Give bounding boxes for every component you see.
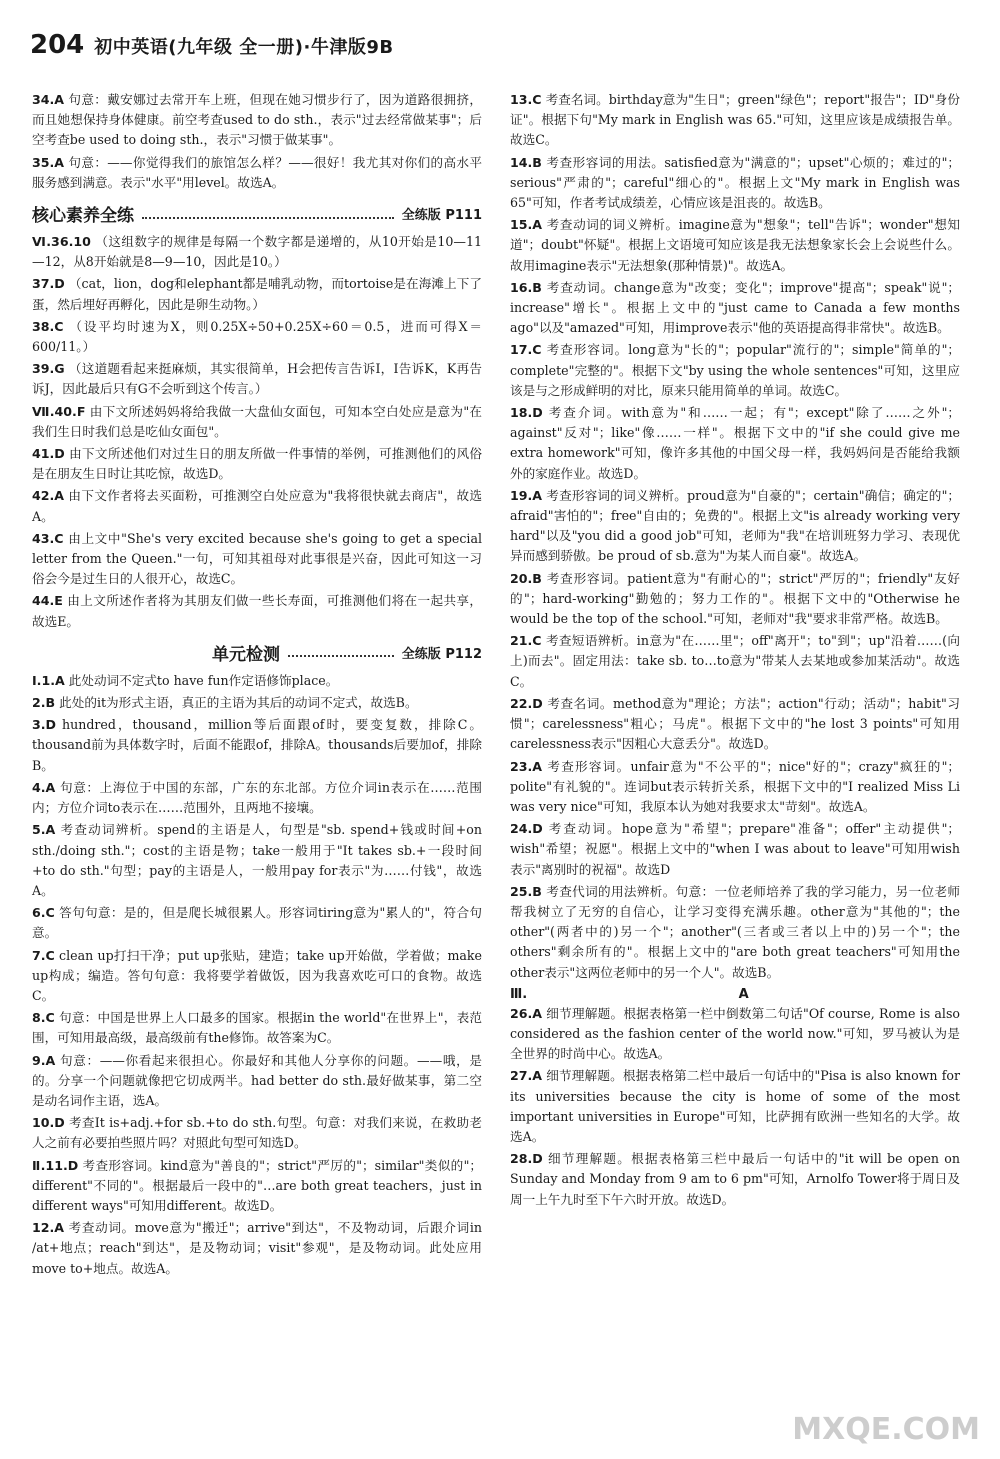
answer-entry — [510, 215, 960, 276]
answer-entry — [510, 694, 960, 755]
section-page-ref: 全练版 P111 — [401, 208, 482, 224]
answer-number: 19.A — [510, 487, 543, 503]
answer-entry — [510, 882, 960, 983]
answer-text: （设平均时速为X，则0.25X÷50+0.25X÷60＝0.5，进而可得X＝600/11。） — [32, 318, 482, 355]
answer-entry — [32, 90, 482, 151]
answer-entry — [510, 340, 960, 401]
answer-number: Ⅶ.40.F — [32, 403, 86, 419]
answer-entry — [32, 1218, 482, 1279]
answer-number: 25.B — [510, 883, 542, 899]
answer-number: 17.C — [510, 342, 542, 358]
answer-text: 由下文作者将去买面粉，可推测空白处应意为"我将很快就去商店"，故选A。 — [32, 488, 482, 524]
answer-entry — [510, 153, 960, 214]
answer-text: 答句句意：是的，但是爬长城很累人。形容词tiring意为"累人的"，符合句意。 — [32, 905, 482, 941]
answer-entry — [32, 946, 482, 1007]
part-letter: A — [738, 986, 749, 1002]
answer-number: 7.C — [32, 947, 55, 963]
answer-text: 考查名词。method意为"理论；方法"；action"行动；活动"；habit"习惯"；carelessness"粗心；马虎"。根据下文中的"he lost 3 points"可知用carelessness表示"因粗心大意丢分"。故选D。 — [510, 695, 960, 752]
answer-text: 考查代词的用法辨析。句意：一位老师培养了我的学习能力，另一位老师帮我树立了无穷的自信心，让学习变得充满乐趣。other意为"其他的"；the other"(两者中的)另一个"；another"(三者或三者以上中的)另一个"；the others"剩余所有的"。根据上文中的"are both great teachers"可知用the other表示"这两位老师中的另一个人"。故选B。 — [510, 883, 960, 980]
answer-entry — [510, 1066, 960, 1147]
answer-entry — [32, 1051, 482, 1112]
answer-entry — [32, 153, 482, 193]
answer-entry — [32, 1156, 482, 1217]
answer-entry — [510, 90, 960, 151]
answer-text: 由上文所述作者将为其朋友们做一些长寿面，可推测他们将在一起共享，故选E。 — [32, 593, 482, 629]
answer-number: 14.B — [510, 154, 542, 170]
answer-number: 8.C — [32, 1010, 55, 1026]
answer-text: （这组数字的规律是每隔一个数字都是递增的，从10开始是10—11—12，从8开始就是8—9—10，因此是10。） — [32, 234, 482, 270]
answer-entry — [32, 903, 482, 943]
answer-number: Ⅱ.11.D — [32, 1157, 79, 1173]
answer-text: 考查形容词的词义辨析。proud意为"自豪的"；certain"确信；确定的"；afraid"害怕的"；free"自由的；免费的"。根据上文"is already working very hard"以及"you did a good job"可知，老师为"我"在培训班努力学习、表现优异而感到骄傲。be proud of sb.意为"为某人而自豪"。故选A。 — [510, 487, 960, 564]
answer-entry — [510, 569, 960, 630]
answer-number: 38.C — [32, 318, 64, 334]
page-number: 204 — [30, 30, 85, 60]
answer-text: 考查形容词。unfair意为"不公平的"；nice"好的"；crazy"疯狂的"；polite"有礼貌的"。连词but表示转折关系，根据下文中的"I realized Miss Li was very nice"可知，我原本认为她对我要求太"苛刻"。故选A。 — [510, 758, 960, 814]
answer-text: 考查形容词。kind意为"善良的"；strict"严厉的"；similar"类似的"；different"不同的"。根据最后一段中的"…are both great teachers，just in different ways"可知用different。故选D。 — [32, 1157, 483, 1213]
page-header — [30, 30, 394, 60]
answer-number: 41.D — [32, 446, 65, 462]
answer-number: 26.A — [510, 1005, 543, 1021]
answer-number: 13.C — [510, 92, 542, 107]
answer-text: 考查动词。move意为"搬迁"；arrive"到达"，不及物动词，后跟介词in /at+地点；reach"到达"，是及物动词；visit"参观"，是及物动词。此处应用move to+地点。故选A。 — [32, 1220, 482, 1276]
left-column — [32, 90, 482, 1281]
answer-text: 句意：戴安娜过去常开车上班，但现在她习惯步行了，因为道路很拥挤，而且她想保持身体健康。前空考查used to do sth.，表示"过去经常做某事"；后空考查be used to doing sth.，表示"习惯于做某事"。 — [32, 92, 482, 148]
answer-entry — [32, 1008, 482, 1048]
answer-text: 细节理解题。根据表格第二栏中最后一句话中的"Pisa is also known for its universities because the city is home of some of the most important universities in Europe"可知，比萨拥有欧洲一些知名的大学。故选A。 — [510, 1068, 960, 1144]
section-page-ref: 全练版 P112 — [401, 646, 482, 662]
answer-entry — [510, 486, 960, 567]
answer-number: 4.A — [32, 779, 56, 795]
answer-number: 35.A — [32, 154, 65, 170]
answer-number: 22.D — [510, 695, 543, 711]
answer-entry — [510, 757, 960, 818]
section-title — [32, 640, 482, 665]
watermark: MXQE.COM — [792, 1412, 980, 1447]
answer-text: 此处的it为形式主语，真正的主语为其后的动词不定式，故选B。 — [55, 695, 418, 711]
answer-text: 句意：上海位于中国的东部，广东的东北部。方位介词in表示在……范围内；方位介词to表示在……范围外，且两地不接壤。 — [32, 779, 482, 816]
answer-entry — [32, 671, 482, 691]
answer-text: clean up打扫干净；put up张贴，建造；take up开始做，学着做；make up构成；编造。答句句意：我将要学着做饭，因为我喜欢吃可口的食物。故选C。 — [32, 947, 482, 1003]
answer-number: 20.B — [510, 570, 542, 586]
answer-number: 15.A — [510, 217, 543, 233]
answer-text: 由下文所述他们对过生日的朋友所做一件事情的举例，可推测他们的风俗是在朋友生日时让其吃惊，故选D。 — [32, 446, 482, 482]
answer-number: 16.B — [510, 279, 542, 295]
answer-number: 44.E — [32, 593, 63, 609]
section-title — [32, 201, 482, 226]
book-title: 初中英语(九年级 全一册)·牛津版9B — [94, 37, 394, 58]
answer-text: 考查介词。with意为"和……一起；有"；except"除了……之外"；against"反对"；like"像……一样"。根据下文中的"if she could give me extra homework"可知，像许多其他的中国父母一样，我妈妈问是否能给我额外的家庭作业。故选D。 — [510, 405, 960, 481]
answer-text: 考查动词。hope意为"希望"；prepare"准备"；offer"主动提供"；wish"希望；祝愿"。根据上文中的"when I was about to leave"可知用wish表示"离别时的祝福"。故选D — [510, 821, 960, 877]
answer-entry — [32, 359, 482, 399]
answer-entry — [32, 444, 482, 484]
answer-number: 12.A — [32, 1220, 65, 1236]
answer-text: 句意：——你觉得我们的旅馆怎么样？——很好！我尤其对你们的高水平服务感到满意。表示"水平"用level。故选A。 — [32, 154, 482, 190]
answer-entry — [510, 1004, 960, 1065]
answer-text: 细节理解题。根据表格第三栏中最后一句话中的"it will be open on Sunday and Monday from 9 am to 6 pm"可知，Arnolfo Tower将于周日及周一上午九时至下午六时开放。故选D。 — [510, 1151, 960, 1207]
answer-entry — [510, 403, 960, 484]
answer-text: 考查形容词。long意为"长的"；popular"流行的"；simple"简单的"；complete"完整的"。根据下文"by using the whole sentences"可知，这里应该是与之形成鲜明的对比，原来只能用简单的单词。故选C。 — [510, 342, 960, 398]
answer-entry — [32, 529, 482, 590]
answer-number: Ⅵ.36.10 — [32, 234, 91, 250]
answer-text: 考查形容词的用法。satisfied意为"满意的"；upset"心烦的；难过的"；serious"严肃的"；careful"细心的"。根据上文"My mark in English was 65"可知，作者考试成绩差，心情应该是沮丧的。故选B。 — [510, 154, 960, 211]
answer-entry — [32, 591, 482, 631]
answer-entry — [32, 715, 482, 776]
answer-entry — [32, 693, 482, 713]
answer-number: 21.C — [510, 633, 542, 649]
answer-text: 句意：——你看起来很担心。你最好和其他人分享你的问题。——哦，是的。分享一个问题就像把它切成两半。had better do sth.最好做某事，第二空是动名词作主语，选A。 — [32, 1052, 482, 1108]
answer-entry — [32, 274, 482, 314]
answer-number: 42.A — [32, 488, 65, 504]
answer-text: 由上文中"She's very excited because she's going to get a special letter from the Queen."一句，可知其祖母对此事很是兴奋，因此可知这一习俗会今是过生日的人很开心，故选C。 — [32, 530, 482, 587]
answer-number: 27.A — [510, 1068, 543, 1084]
answer-entry — [32, 1113, 482, 1153]
part-roman-numeral: Ⅲ. — [510, 986, 528, 1002]
answer-entry — [510, 278, 960, 339]
answer-number: 6.C — [32, 905, 55, 921]
answer-entry — [510, 819, 960, 880]
part-subheading — [510, 987, 960, 1002]
section-leader-dots — [142, 209, 394, 219]
answer-entry — [32, 232, 482, 272]
answer-number: 23.A — [510, 758, 543, 774]
answer-number: 10.D — [32, 1115, 65, 1131]
answer-number: 18.D — [510, 405, 543, 421]
right-column — [510, 90, 960, 1212]
answer-entry — [32, 778, 482, 818]
section-heading: 单元检测 — [212, 644, 280, 665]
section-leader-dots — [288, 647, 394, 657]
answer-number: 37.D — [32, 276, 65, 292]
answer-text: 考查动词。change意为"改变；变化"；improve"提高"；speak"说"；increase"增长"。根据上文中的"just came to Canada a few months ago"以及"amazed"可知，用improve表示"他的英语提高得非常快"。故选B。 — [510, 279, 960, 336]
answer-entry — [510, 631, 960, 692]
answer-number: 28.D — [510, 1151, 543, 1167]
answer-number: 3.D — [32, 717, 57, 733]
answer-text: 此处动词不定式to have fun作定语修饰place。 — [64, 672, 339, 688]
answer-number: 43.C — [32, 530, 64, 546]
answer-text: 考查动词辨析。spend的主语是人，句型是"sb. spend+钱或时间+on sth./doing sth."；cost的主语是物；take一般用于"It takes sb.+一段时间+to do sth."句型；pay的主语是人，一般用pay for表示"为……付钱"，故选A。 — [32, 822, 482, 898]
section-heading: 核心素养全练 — [32, 206, 134, 227]
answer-text: 考查名词。birthday意为"生日"；green"绿色"；report"报告"；ID"身份证"。根据下句"My mark in English was 65."可知，这里应该是成绩报告单。故选C。 — [510, 92, 960, 148]
answer-text: 细节理解题。根据表格第一栏中倒数第二句话"Of course, Rome is also considered as the fashion center of the world now."可知，罗马被认为是全世界的时尚中心。故选A。 — [510, 1005, 960, 1062]
answer-text: 考查短语辨析。in意为"在……里"；off"离开"；to"到"；up"沿着……(向上)而去"。固定用法：take sb. to…to意为"带某人去某地或参加某活动"。故选C。 — [510, 633, 960, 689]
answer-number: Ⅰ.1.A — [32, 672, 65, 688]
answer-text: 句意：中国是世界上人口最多的国家。根据in the world"在世界上"，表范围，可知用最高级，最高级前有the修饰。故答案为C。 — [32, 1010, 482, 1046]
answer-text: 考查形容词。patient意为"有耐心的"；strict"严厉的"；friendly"友好的"；hard-working"勤勉的；努力工作的"。根据下文中的"Otherwise he would be the top of the school."可知，老师对"我"要求非常严格。故选B。 — [510, 570, 960, 627]
answer-number: 34.A — [32, 92, 65, 107]
answer-entry — [32, 317, 482, 357]
answer-number: 9.A — [32, 1052, 56, 1068]
answer-entry — [32, 402, 482, 442]
answer-text: 考查It is+adj.+for sb.+to do sth.句型。句意：对我们来说，在救助老人之前有必要拍些照片吗？对照此句型可知选D。 — [32, 1115, 482, 1151]
answer-number: 24.D — [510, 821, 543, 837]
answer-entry — [32, 820, 482, 901]
answer-entry — [510, 1149, 960, 1210]
answer-number: 39.G — [32, 361, 65, 377]
answer-text: 考查动词的词义辨析。imagine意为"想象"；tell"告诉"；wonder"想知道"；doubt"怀疑"。根据上文语境可知应该是我无法想象家长会上会说些什么。故用imagine表示"无法想象(那种情景)"。故选A。 — [510, 217, 960, 273]
answer-text: （cat，lion，dog和elephant都是哺乳动物，而tortoise是在海滩上下了蛋，然后埋好再孵化，因此是卵生动物。） — [32, 276, 482, 312]
answer-text: （这道题看起来挺麻烦，其实很简单，H会把传言告诉I，I告诉K，K再告诉J，因此最后只有G不会听到这个传言。） — [32, 361, 482, 397]
answer-number: 2.B — [32, 695, 56, 711]
answer-text: hundred，thousand，million等后面跟of时，要变复数，排除C。thousand前为具体数字时，后面不能跟of，排除A。thousands后要加of，排除B。 — [32, 717, 482, 773]
answer-number: 5.A — [32, 822, 56, 838]
answer-entry — [32, 486, 482, 526]
answer-text: 由下文所述妈妈将给我做一大盘仙女面包，可知本空白处应是意为"在我们生日时我们总是吃仙女面包"。 — [32, 403, 482, 439]
